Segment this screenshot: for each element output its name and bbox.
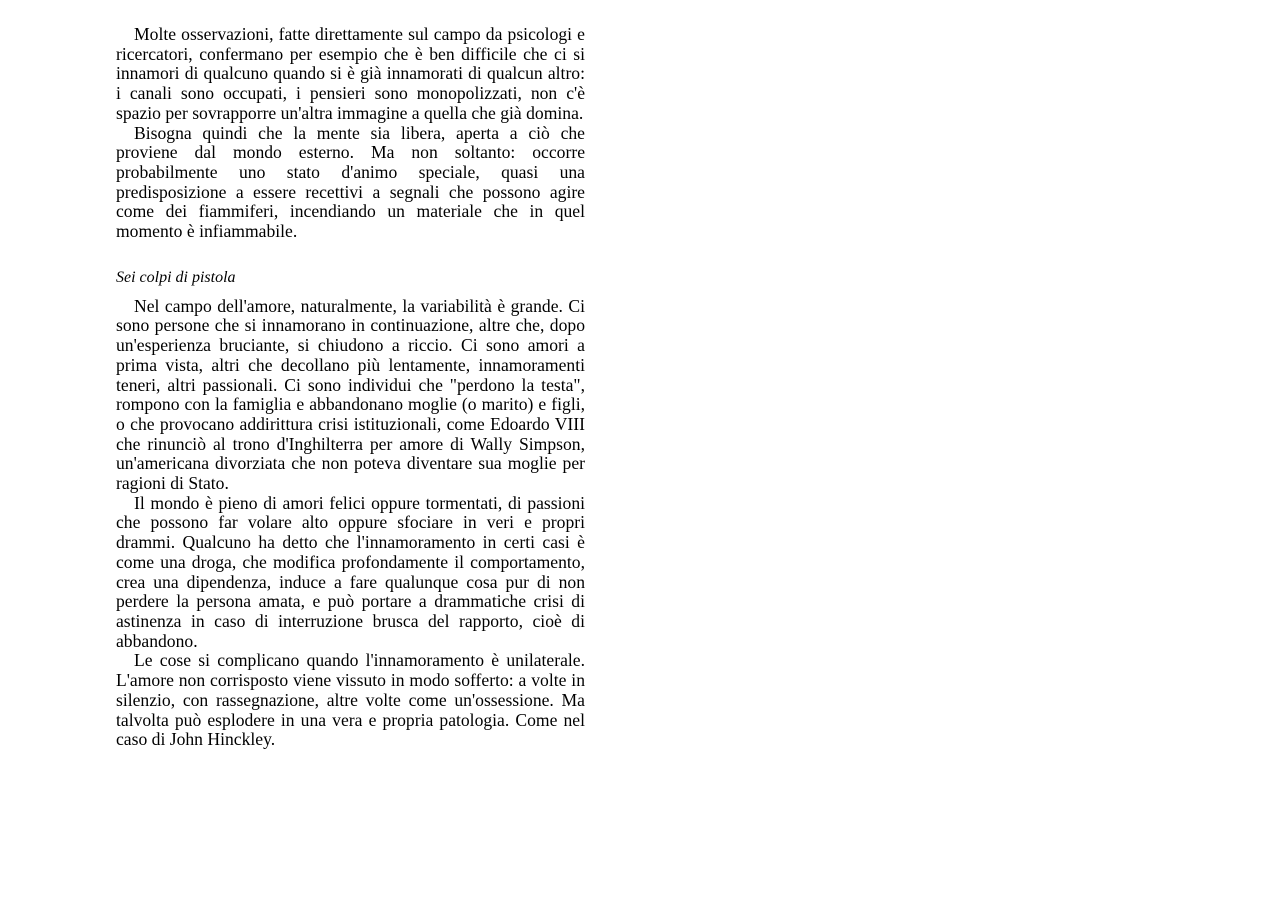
- paragraph-mente-libera: Bisogna quindi che la mente sia libera, aperta a ciò che proviene dal mondo esterno. Ma non soltanto: occorre probabilmente uno stato d'animo speciale, quasi una predisposizione a essere recettivi a segnali che possono agire come dei fiammiferi, incendiando un materiale che in quel momento è infiammabile.: [116, 122, 585, 242]
- paragraph-variabilita: Nel campo dell'amore, naturalmente, la variabilità è grande. Ci sono persone che si innamorano in continuazione, altre che, dopo un'esperienza bruciante, si chiudono a riccio. Ci sono amori a prima vista, altri che decollano più lentamente, innamoramenti teneri, altri passionali. Ci sono individui che "perdono la testa", rompono con la famiglia e abbandonano moglie (o marito) e figli, o che provocano addirittura crisi istituzionali, come Edoardo VIII che rinunciò al trono d'Inghilterra per amore di Wally Simpson, un'americana divorziata che non poteva diventare sua moglie per ragioni di Stato.: [116, 295, 585, 494]
- section-heading: Sei colpi di pistola: [116, 268, 236, 286]
- paragraph-mondo-amori: Il mondo è pieno di amori felici oppure tormentati, di passioni che possono far volare alto oppure sfociare in veri e propri drammi. Qualcuno ha detto che l'innamoramento in certi casi è come una droga, che modifica profondamente il comportamento, crea una dipendenza, induce a fare qualunque cosa pur di non perdere la persona amata, e può portare a drammatiche crisi di astinenza in caso di interruzione brusca del rapporto, cioè di abbandono.: [116, 492, 585, 651]
- paragraph-unilaterale: Le cose si complicano quando l'innamoramento è unilaterale. L'amore non corrisposto viene vissuto in modo sofferto: a volte in silenzio, con rassegnazione, altre volte come un'ossessione. Ma talvolta può esplodere in una vera e propria patologia. Come nel caso di John Hinckley.: [116, 650, 585, 750]
- paragraph-osservazioni: Molte osservazioni, fatte direttamente sul campo da psicologi e ricercatori, confermano per esempio che è ben difficile che ci si innamori di qualcuno quando si è già innamorati di qualcun altro: i canali sono occupati, i pensieri sono monopolizzati, non c'è spazio per sovrapporre un'altra immagine a quella che già domina.: [116, 24, 585, 123]
- document-text-column: [116, 25, 585, 750]
